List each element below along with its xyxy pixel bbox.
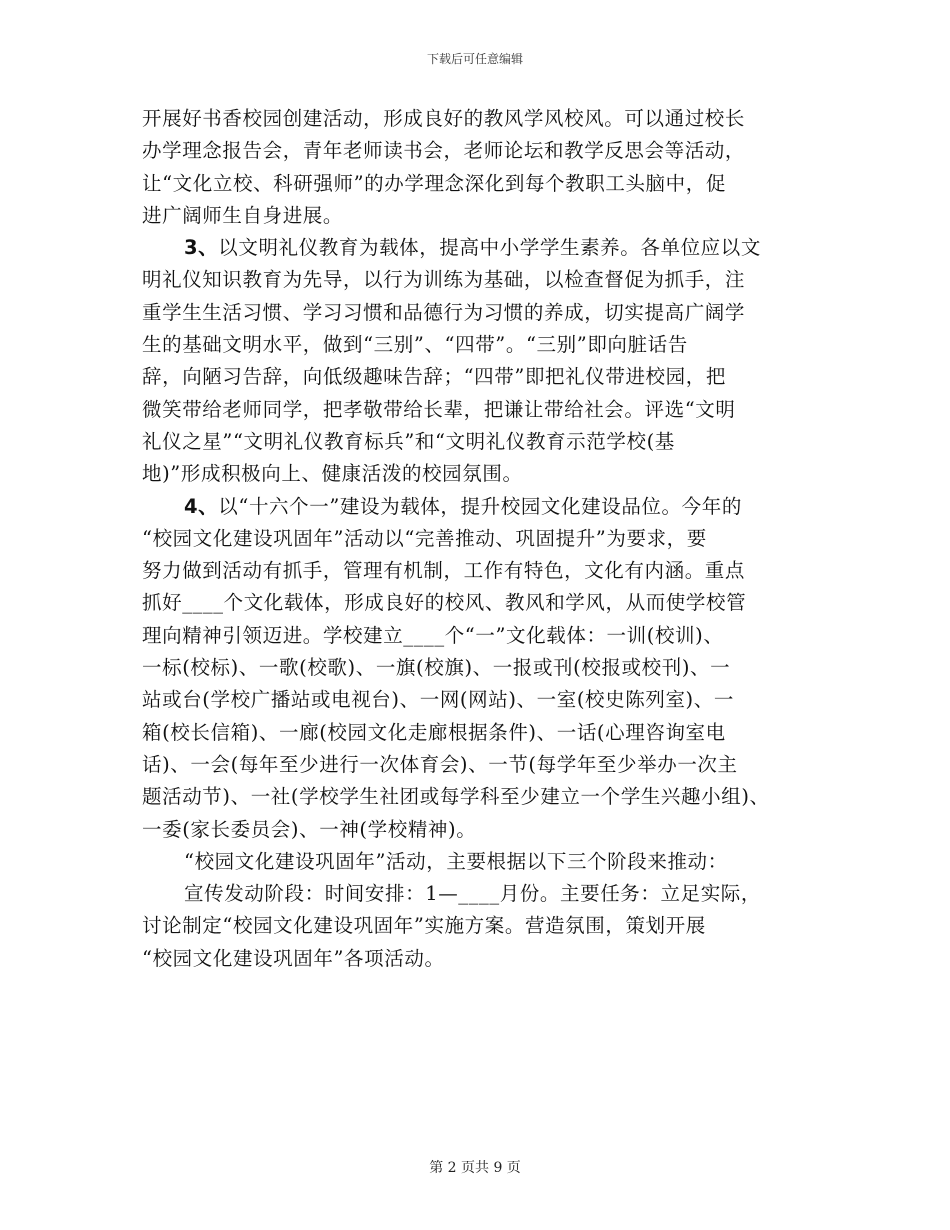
text-line: 重学生生活习惯、学习习惯和品德行为习惯的养成，切实提高广阔学	[142, 300, 746, 324]
text-line: 理向精神引领迈进。学校建立____个“一”文化载体：一训(校训)、	[142, 623, 724, 647]
item-number: 4、	[184, 494, 219, 518]
page-header: 下载后可任意编辑	[426, 52, 523, 66]
item-number: 3、	[184, 236, 219, 260]
text-line: “校园文化建设巩固年”活动以“完善推动、巩固提升”为要求，要	[142, 526, 707, 550]
text-line: 辞，向陋习告辞，向低级趣味告辞；“四带”即把礼仪带进校园，把	[142, 365, 726, 389]
text-line: 以“十六个一”建设为载体，提升校园文化建设品位。今年的	[218, 494, 742, 518]
text-line: 话)、一会(每年至少进行一次体育会)、一节(每学年至少举办一次主	[142, 752, 738, 776]
text-line: 箱(校长信箱)、一廊(校园文化走廊根据条件)、一话(心理咨询室电	[142, 720, 726, 744]
paragraph-item-3-first-line	[142, 232, 814, 264]
text-line: “校园文化建设巩固年”活动，主要根据以下三个阶段来推动：	[184, 849, 728, 873]
document-body	[142, 103, 814, 975]
text-line: “校园文化建设巩固年”各项活动。	[142, 946, 445, 970]
text-line: 题活动节)、一社(学校学生社团或每学科至少建立一个学生兴趣小组)、	[142, 785, 770, 809]
text-line: 努力做到活动有抓手，管理有机制，工作有特色，文化有内涵。重点	[142, 559, 746, 583]
text-line: 明礼仪知识教育为先导，以行为训练为基础，以检查督促为抓手，注	[142, 268, 746, 292]
text-line: 站或台(学校广播站或电视台)、一网(网站)、一室(校史陈列室)、一	[142, 688, 734, 712]
text-line: 进广阔师生自身进展。	[142, 203, 344, 227]
text-line: 地)”形成积极向上、健康活泼的校园氛围。	[142, 462, 523, 486]
text-line: 讨论制定“校园文化建设巩固年”实施方案。营造氛围，策划开展	[142, 914, 706, 938]
text-line: 礼仪之星”“文明礼仪教育标兵”和“文明礼仪教育示范学校(基	[142, 429, 675, 453]
text-line: 以文明礼仪教育为载体，提高中小学学生素养。各单位应以文	[218, 236, 761, 260]
text-line: 让“文化立校、科研强师”的办学理念深化到每个教职工头脑中，促	[142, 171, 726, 195]
page-footer: 第 2 页共 9 页	[429, 1160, 521, 1176]
text-line: 一标(校标)、一歌(校歌)、一旗(校旗)、一报或刊(校报或校刊)、一	[142, 656, 731, 680]
text-line: 办学理念报告会，青年老师读书会，老师论坛和教学反思会等活动，	[142, 139, 746, 163]
text-line: 生的基础文明水平，做到“三别”、“四带”。“三别”即向脏话告	[142, 333, 688, 357]
text-line: 抓好____个文化载体，形成良好的校风、教风和学风，从而使学校管	[142, 591, 747, 615]
paragraph-item-4-first-line	[142, 491, 814, 523]
text-line: 微笑带给老师同学，把孝敬带给长辈，把谦让带给社会。评选“文明	[142, 397, 736, 421]
text-line: 开展好书香校园创建活动，形成良好的教风学风校风。可以通过校长	[142, 107, 746, 130]
text-line: 一委(家长委员会)、一神(学校精神)。	[142, 817, 477, 841]
text-line: 宣传发动阶段：时间安排：1—____月份。主要任务：立足实际，	[184, 882, 762, 906]
